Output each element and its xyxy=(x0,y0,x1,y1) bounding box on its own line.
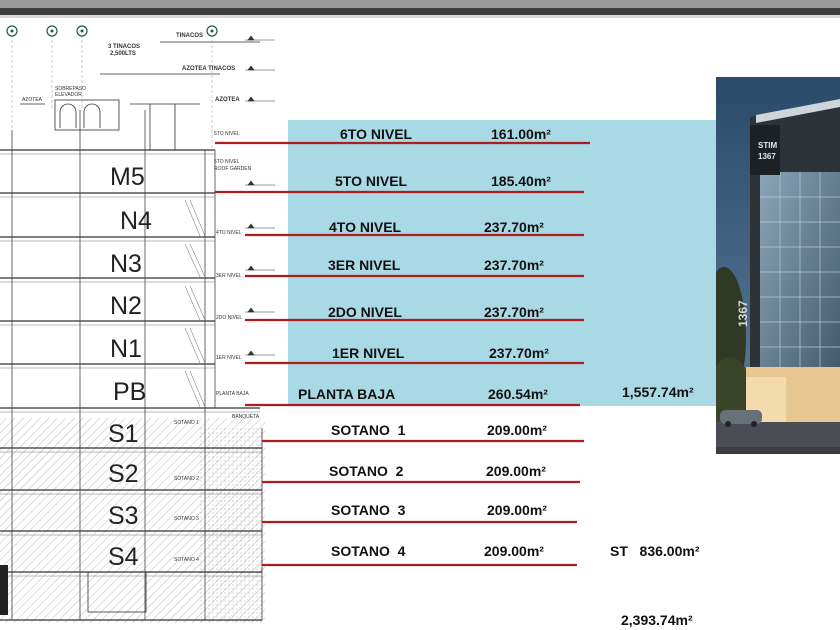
code-s4: S4 xyxy=(108,543,139,571)
tag-sotano-1: SOTANO 1 xyxy=(174,420,199,426)
code-m5: M5 xyxy=(110,163,145,191)
azotea-note: AZOTEA xyxy=(215,97,240,103)
photo-sign-line2: 1367 xyxy=(758,152,776,161)
level-name-s1: SOTANO 1 xyxy=(331,422,406,438)
tag-4to-nivel: 4TO NIVEL xyxy=(216,230,242,236)
tag-2do-nivel: 2DO NIVEL xyxy=(216,315,243,321)
photo-vertical-sign: 1367 xyxy=(736,300,750,327)
level-area-s1: 209.00m² xyxy=(487,422,547,438)
level-area-4to: 237.70m² xyxy=(484,219,544,235)
total-above-ground: 1,557.74m² xyxy=(622,384,694,400)
level-name-s4: SOTANO 4 xyxy=(331,543,406,559)
structure-edge xyxy=(0,565,8,615)
level-area-pb: 260.54m² xyxy=(488,386,548,402)
tag-1er-nivel: 1ER NIVEL xyxy=(216,355,242,361)
elevador-note: ELEVADOR xyxy=(55,92,82,98)
level-name-6to: 6TO NIVEL xyxy=(340,126,413,142)
tag-sotano-4: SOTANO 4 xyxy=(174,557,199,563)
level-name-s2: SOTANO 2 xyxy=(329,463,404,479)
level-markers xyxy=(245,36,275,355)
code-s3: S3 xyxy=(108,502,139,530)
level-name-5to: 5TO NIVEL xyxy=(335,173,408,189)
tag-banqueta: BANQUETA xyxy=(232,414,260,420)
level-area-s3: 209.00m² xyxy=(487,502,547,518)
tag-6to-nivel: 6TO NIVEL xyxy=(214,131,240,137)
level-area-s2: 209.00m² xyxy=(486,463,546,479)
level-name-2do: 2DO NIVEL xyxy=(328,304,402,320)
level-area-s4: 209.00m² xyxy=(484,543,544,559)
stair-hatching xyxy=(185,200,205,407)
azotea-left-note: AZOTEA xyxy=(22,97,43,103)
level-area-3er: 237.70m² xyxy=(484,257,544,273)
tag-roof-garden: ROOF GARDEN xyxy=(214,166,252,172)
code-pb: PB xyxy=(113,378,147,406)
code-n4: N4 xyxy=(120,207,152,235)
tag-3er-nivel: 3ER NIVEL xyxy=(216,273,242,279)
photo-sign-line1: STIM xyxy=(758,141,778,150)
code-n3: N3 xyxy=(110,250,142,278)
code-s1: S1 xyxy=(108,420,139,448)
level-area-2do: 237.70m² xyxy=(484,304,544,320)
tag-sotano-2: SOTANO 2 xyxy=(174,476,199,482)
total-basement: ST 836.00m² xyxy=(610,543,700,559)
level-area-1er: 237.70m² xyxy=(489,345,549,361)
level-name-1er: 1ER NIVEL xyxy=(332,345,405,361)
level-name-pb: PLANTA BAJA xyxy=(298,386,396,402)
level-name-s3: SOTANO 3 xyxy=(331,502,406,518)
sobrepaso-note: SOBREPASO xyxy=(55,86,87,92)
level-name-3er: 3ER NIVEL xyxy=(328,257,401,273)
code-n1: N1 xyxy=(110,335,142,363)
tinacos-qty-note: 3 TINACOS xyxy=(108,44,141,50)
code-n2: N2 xyxy=(110,292,142,320)
building-rendering-photo xyxy=(716,77,840,454)
total-grand: 2,393.74m² xyxy=(621,612,693,628)
level-name-4to: 4TO NIVEL xyxy=(329,219,402,235)
soil-hatch-right xyxy=(200,428,262,623)
azotea-tinacos-note: AZOTEA TINACOS xyxy=(182,66,236,72)
code-s2: S2 xyxy=(108,460,139,488)
level-area-6to: 161.00m² xyxy=(491,126,551,142)
tag-planta-baja: PLANTA BAJA xyxy=(216,391,249,397)
tag-sotano-3: SOTANO 3 xyxy=(174,516,199,522)
tinacos-cap-note: 2,500LTS xyxy=(110,51,136,57)
level-area-5to: 185.40m² xyxy=(491,173,551,189)
tinacos-note: TINACOS xyxy=(176,33,203,39)
tag-5to-nivel: 5TO NIVEL xyxy=(214,159,240,165)
